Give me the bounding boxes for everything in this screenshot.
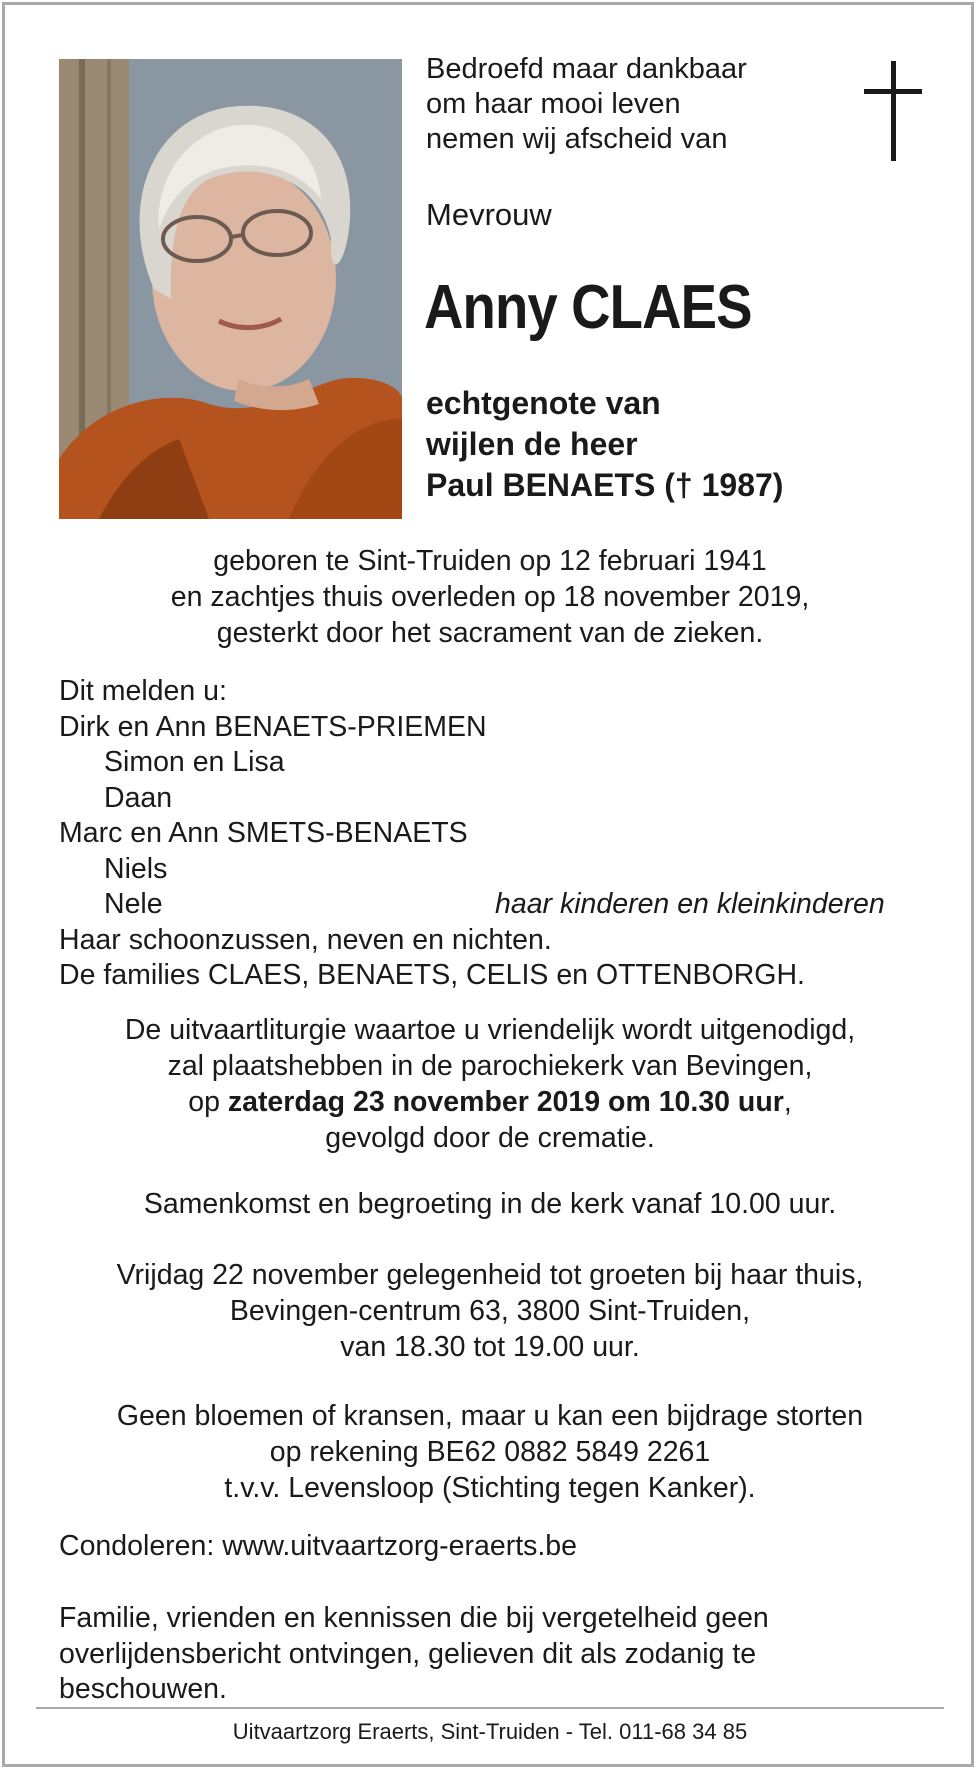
- salutation: Mevrouw: [426, 197, 552, 232]
- spouse-line: echtgenote van: [426, 385, 661, 421]
- spouse-text: [426, 383, 783, 506]
- family-heading: Dit melden u:: [59, 675, 227, 707]
- condolences-line: Condoleren: www.uitvaartzorg-eraerts.be: [59, 1530, 577, 1562]
- notice-line: overlijdensbericht ontvingen, gelieven dit als zodanig te: [59, 1637, 757, 1670]
- family-line: Marc en Ann SMETS-BENAETS: [59, 817, 468, 849]
- sacrament-line: gesterkt door het sacrament van de zieken.: [216, 617, 764, 649]
- cross-icon: [864, 61, 922, 161]
- death-line: en zachtjes thuis overleden op 18 november 2019,: [170, 581, 810, 613]
- family-line-with-relation: [59, 887, 885, 923]
- funeral-line: De uitvaartliturgie waartoe u vriendelijk wordt uitgenodigd,: [124, 1014, 856, 1046]
- donation-line: Geen bloemen of kransen, maar u kan een bijdrage storten: [116, 1400, 864, 1432]
- relation-label: haar kinderen en kleinkinderen: [495, 888, 885, 920]
- intro-text: [426, 52, 747, 157]
- footer-text: Uitvaartzorg Eraerts, Sint-Truiden - Tel. 011-68 34 85: [232, 1719, 748, 1744]
- spouse-line: wijlen de heer: [426, 426, 638, 462]
- visitation-line: van 18.30 tot 19.00 uur.: [340, 1331, 640, 1363]
- donation-line: t.v.v. Levensloop (Stichting tegen Kanker).: [224, 1472, 756, 1504]
- family-line: Dirk en Ann BENAETS-PRIEMEN: [59, 710, 487, 743]
- footer-divider: [36, 1707, 944, 1709]
- visitation-block: [0, 1257, 980, 1365]
- funeral-date: zaterdag 23 november 2019 om 10.30 uur: [227, 1086, 784, 1118]
- family-line: De families CLAES, BENAETS, CELIS en OTTENBORGH.: [59, 959, 805, 991]
- intro-line: om haar mooi leven: [426, 88, 681, 120]
- family-line: Simon en Lisa: [104, 746, 285, 778]
- funeral-date-prefix: op: [188, 1086, 228, 1118]
- funeral-date-line: [0, 1084, 980, 1120]
- donation-line: op rekening BE62 0882 5849 2261: [269, 1436, 711, 1468]
- family-block: [59, 674, 885, 994]
- notice-line: beschouwen.: [59, 1673, 227, 1705]
- visitation-line: Bevingen-centrum 63, 3800 Sint-Truiden,: [229, 1295, 751, 1327]
- family-line: Haar schoonzussen, neven en nichten.: [59, 923, 552, 956]
- spouse-line: Paul BENAETS († 1987): [426, 467, 784, 503]
- funeral-date-suffix: ,: [783, 1086, 792, 1118]
- funeral-line: zal plaatshebben in de parochiekerk van Bevingen,: [167, 1050, 813, 1082]
- funeral-line: gevolgd door de crematie.: [325, 1122, 655, 1154]
- birth-line: geboren te Sint-Truiden op 12 februari 1941: [213, 545, 767, 577]
- notice-line: Familie, vrienden en kennissen die bij vergetelheid geen: [59, 1602, 769, 1634]
- portrait-photo: [59, 59, 402, 519]
- family-line: Nele: [104, 888, 163, 920]
- meeting-line: Samenkomst en begroeting in de kerk vanaf 10.00 uur.: [143, 1188, 837, 1220]
- intro-line: nemen wij afscheid van: [426, 123, 728, 155]
- intro-line: Bedroefd maar dankbaar: [426, 53, 747, 85]
- family-line: Niels: [104, 852, 168, 885]
- birth-death-block: [0, 543, 980, 651]
- notice-block: [59, 1601, 769, 1708]
- donation-block: [0, 1398, 980, 1506]
- funeral-block: [0, 1012, 980, 1156]
- family-line: Daan: [104, 781, 173, 814]
- deceased-name: Anny CLAES: [424, 273, 752, 342]
- visitation-line: Vrijdag 22 november gelegenheid tot groeten bij haar thuis,: [116, 1259, 864, 1291]
